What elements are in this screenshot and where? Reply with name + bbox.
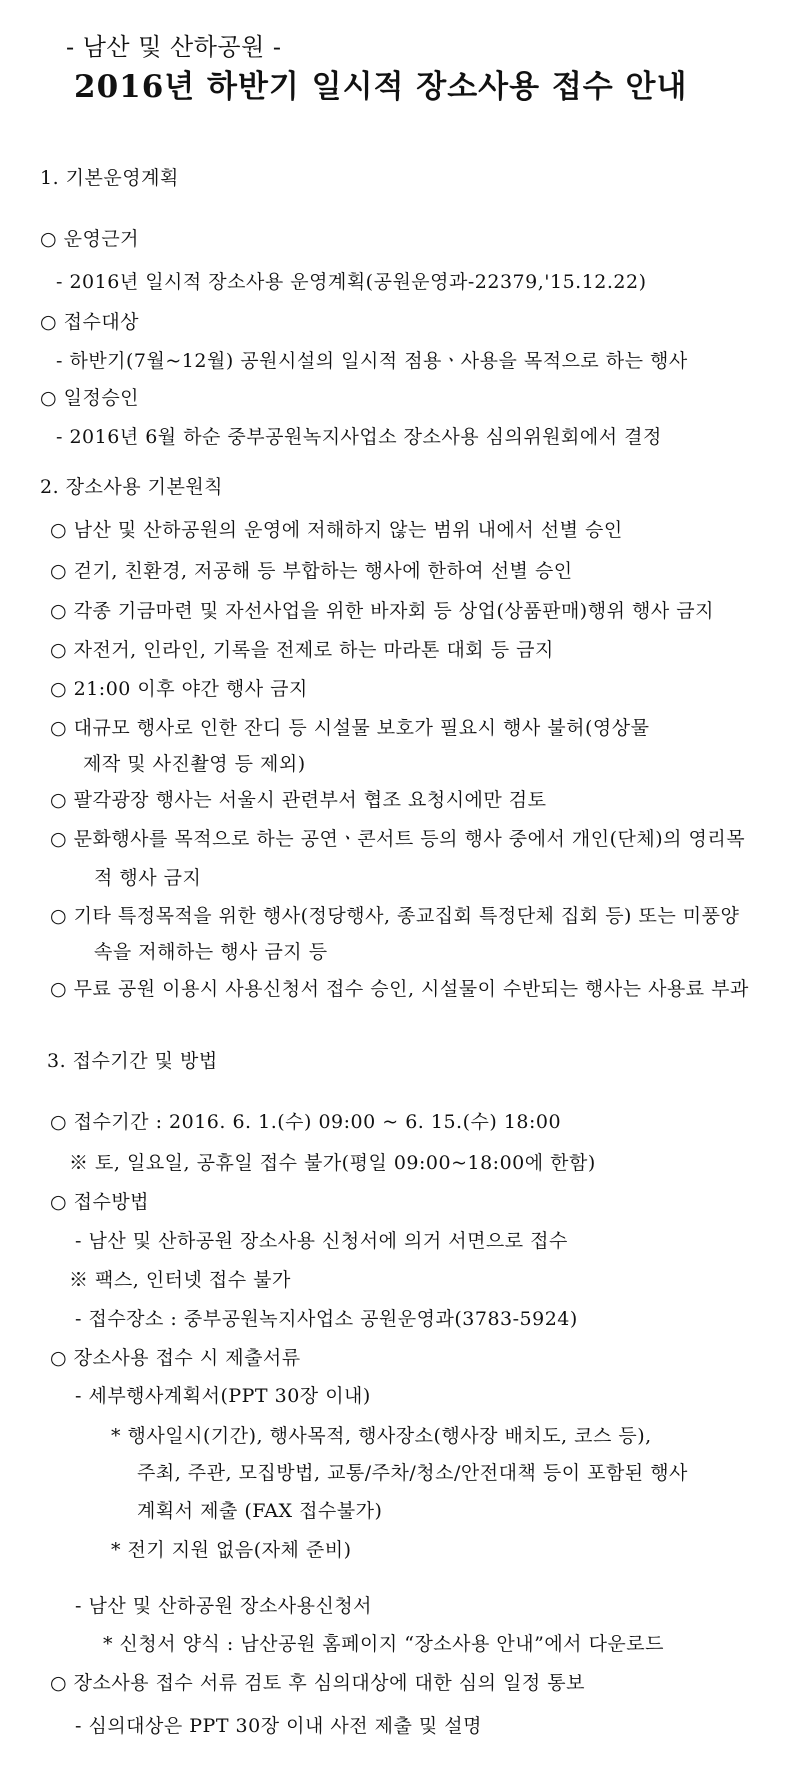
list-item: - 남산 및 산하공원 장소사용 신청서에 의거 서면으로 접수 — [75, 1230, 568, 1252]
list-item-continuation: 적 행사 금지 — [94, 867, 202, 889]
list-item: ○ 남산 및 산하공원의 운영에 저해하지 않는 범위 내에서 선별 승인 — [50, 519, 623, 541]
list-item: ○ 운영근거 — [40, 228, 140, 250]
section-2-heading: 2. 장소사용 기본원칙 — [40, 476, 224, 498]
list-item: ○ 팔각광장 행사는 서울시 관련부서 협조 요청시에만 검토 — [50, 789, 547, 811]
list-item: - 남산 및 산하공원 장소사용신청서 — [75, 1595, 373, 1617]
list-item: - 하반기(7월~12월) 공원시설의 일시적 점용ㆍ사용을 목적으로 하는 행사 — [56, 350, 688, 372]
list-item: - 세부행사계획서(PPT 30장 이내) — [75, 1385, 371, 1407]
list-item: - 심의대상은 PPT 30장 이내 사전 제출 및 설명 — [75, 1715, 482, 1737]
list-item: ○ 접수기간 : 2016. 6. 1.(수) 09:00 ~ 6. 15.(수) 18:00 — [50, 1111, 562, 1133]
section-3-heading: 3. 접수기간 및 방법 — [47, 1050, 218, 1072]
list-item: ○ 장소사용 접수 시 제출서류 — [50, 1347, 301, 1369]
document-title: 2016년 하반기 일시적 장소사용 접수 안내 — [74, 69, 688, 105]
list-item: ○ 걷기, 친환경, 저공해 등 부합하는 행사에 한하여 선별 승인 — [50, 560, 573, 582]
list-item-continuation: 속을 저해하는 행사 금지 등 — [94, 941, 328, 963]
list-item: ○ 기타 특정목적을 위한 행사(정당행사, 종교집회 특정단체 집회 등) 또는 미풍양 — [50, 905, 740, 927]
asterisk-item-continuation: 계획서 제출 (FAX 접수불가) — [137, 1500, 383, 1522]
asterisk-item: * 전기 지원 없음(자체 준비) — [111, 1539, 352, 1561]
list-item: ○ 장소사용 접수 서류 검토 후 심의대상에 대한 심의 일정 통보 — [50, 1672, 585, 1694]
list-item: ○ 대규모 행사로 인한 잔디 등 시설물 보호가 필요시 행사 불허(영상물 — [50, 717, 650, 739]
asterisk-item: * 신청서 양식 : 남산공원 홈페이지 “장소사용 안내”에서 다운로드 — [103, 1633, 664, 1655]
list-item: ○ 21:00 이후 야간 행사 금지 — [50, 678, 308, 700]
list-item-continuation: 제작 및 사진촬영 등 제외) — [83, 753, 306, 775]
list-item: ○ 접수대상 — [40, 311, 140, 333]
list-item: ○ 자전거, 인라인, 기록을 전제로 하는 마라톤 대회 등 금지 — [50, 639, 554, 661]
list-item: ○ 각종 기금마련 및 자선사업을 위한 바자회 등 상업(상품판매)행위 행사 금지 — [50, 600, 714, 622]
list-item: ○ 문화행사를 목적으로 하는 공연ㆍ콘서트 등의 행사 중에서 개인(단체)의 영리목 — [50, 828, 746, 850]
list-item: - 2016년 일시적 장소사용 운영계획(공원운영과-22379,'15.12.22) — [56, 271, 647, 293]
list-item: ○ 무료 공원 이용시 사용신청서 접수 승인, 시설물이 수반되는 행사는 사용료 부과 — [50, 978, 749, 1000]
note-item: ※ 팩스, 인터넷 접수 불가 — [69, 1269, 291, 1291]
section-1-heading: 1. 기본운영계획 — [40, 167, 179, 189]
asterisk-item: * 행사일시(기간), 행사목적, 행사장소(행사장 배치도, 코스 등), — [111, 1425, 652, 1447]
note-item: ※ 토, 일요일, 공휴일 접수 불가(평일 09:00~18:00에 한함) — [69, 1152, 596, 1174]
asterisk-item-continuation: 주최, 주관, 모집방법, 교통/주차/청소/안전대책 등이 포함된 행사 — [137, 1462, 688, 1484]
document-subtitle: - 남산 및 산하공원 - — [66, 33, 282, 61]
list-item: ○ 접수방법 — [50, 1191, 150, 1213]
list-item: ○ 일정승인 — [40, 387, 140, 409]
list-item: - 접수장소 : 중부공원녹지사업소 공원운영과(3783-5924) — [75, 1308, 578, 1330]
list-item: - 2016년 6월 하순 중부공원녹지사업소 장소사용 심의위원회에서 결정 — [56, 426, 662, 448]
